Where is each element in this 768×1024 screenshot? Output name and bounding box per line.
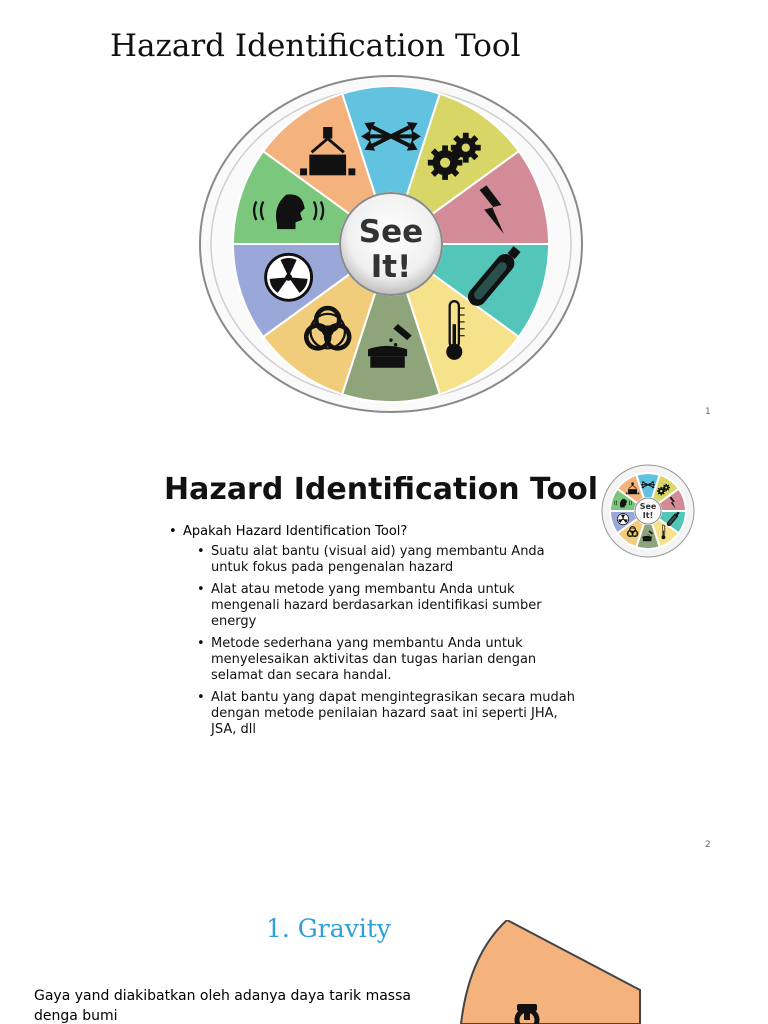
question-item <box>166 524 586 738</box>
slide-number: 1 <box>705 407 711 417</box>
wheel-center-it: It! <box>370 249 412 285</box>
wheel-center-see: See <box>639 502 657 511</box>
question-text: Apakah Hazard Identification Tool? <box>183 524 408 539</box>
answer-item: • Alat bantu yang dapat mengintegrasikan secara mudah dengan metode penilaian hazard saat ini seperti JHA, JSA, dll <box>195 690 586 738</box>
slide-title: Hazard Identification Tool <box>164 472 599 507</box>
gravity-segment <box>461 920 640 1024</box>
radiation-icon <box>266 254 312 300</box>
slide-3 <box>0 870 768 1024</box>
slide-title: 1. Gravity <box>266 914 391 943</box>
answer-item: • Alat atau metode yang membantu Anda untuk mengenali hazard berdasarkan identifikasi sumber energy <box>195 582 586 630</box>
hazard-wheel-thumbnail <box>600 463 696 559</box>
bullet-list <box>166 524 586 744</box>
answer-item: • Metode sederhana yang membantu Anda untuk menyelesaikan aktivitas dan tugas harian dengan selamat dan secara handal. <box>195 636 586 684</box>
radiation-icon <box>617 514 628 525</box>
answer-list <box>195 544 586 738</box>
slide-1 <box>0 0 768 430</box>
slide-2 <box>0 430 768 860</box>
slide-number: 2 <box>705 840 711 850</box>
hazard-wheel <box>190 68 590 428</box>
wheel-center-it: It! <box>642 511 654 520</box>
gravity-description: Gaya yand diakibatkan oleh adanya daya tarik massa denga bumi <box>34 988 411 1024</box>
wheel-center-see: See <box>358 214 424 250</box>
answer-item: • Suatu alat bantu (visual aid) yang membantu Anda untuk fokus pada pengenalan hazard <box>195 544 586 576</box>
gravity-segment-graphic <box>455 920 655 1024</box>
slide-title: Hazard Identification Tool <box>110 28 521 64</box>
